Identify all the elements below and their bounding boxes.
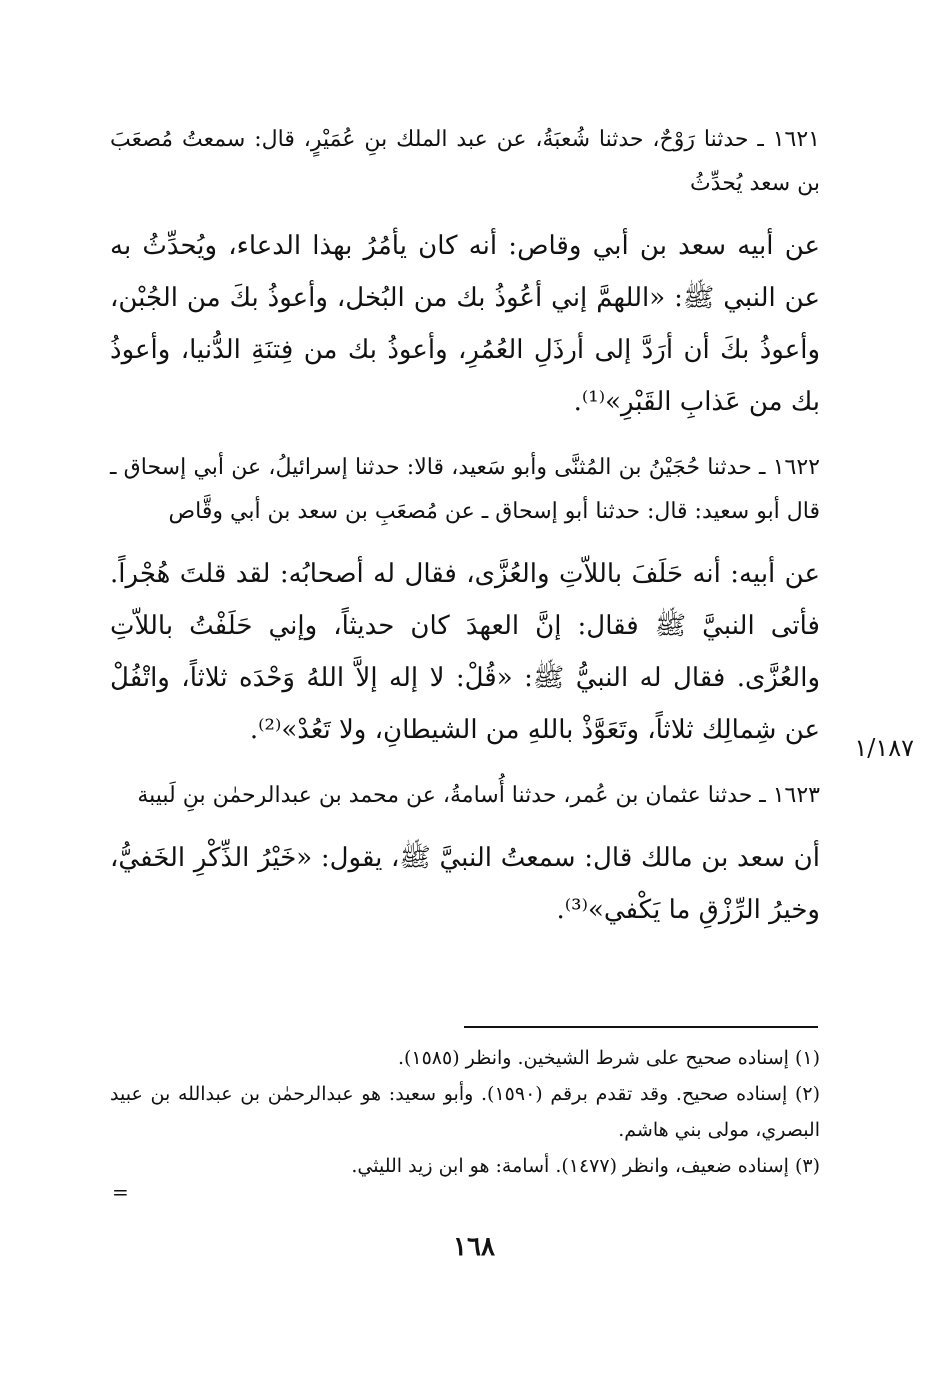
main-text: [110, 118, 820, 954]
hadith-1622-matn: عن أبيه: أنه حَلَفَ باللاّتِ والعُزَّى، فقال له أصحابُه: لقد قلتَ هُجْراً. فأتى النبيَّ ﷺ فقال: إنَّ العهدَ كان حديثاً، وإني حَلَفْتُ باللاّتِ والعُزَّى. فقال له النبيُّ ﷺ: «قُلْ: لا إله إلاَّ اللهُ وَحْدَه ثلاثاً، واتْفُلْ عن شِمالِك ثلاثاً، وتَعَوَّذْ باللهِ من الشيطانِ، ولا تَعُدْ»⁽²⁾.: [110, 559, 820, 745]
continuation-mark: =: [112, 1180, 129, 1204]
hadith-1621-matn: عن أبيه سعد بن أبي وقاص: أنه كان يأمُرُ بهذا الدعاء، ويُحدِّثُ به عن النبي ﷺ: «اللهمَّ إني أعُوذُ بك من البُخل، وأعوذُ بكَ من الجُبْن، وأعوذُ بكَ أن أرَدَّ إلى أرذَلِ العُمُرِ، وأعوذُ بك من فِتنَةِ الدُّنيا، وأعوذُ بك من عَذابِ القَبْرِ»⁽¹⁾.: [110, 231, 820, 417]
hadith-1623-isnad: ١٦٢٣ ـ حدثنا عثمان بن عُمر، حدثنا أُسامةُ، عن محمد بن عبدالرحمٰن بنِ لَبيبة: [137, 783, 820, 808]
footnote-3: (٣) إسناده ضعيف، وانظر (١٤٧٧). أسامة: هو ابن زيد الليثي.: [351, 1155, 820, 1177]
footnote-2: (٢) إسناده صحيح. وقد تقدم برقم (١٥٩٠). وأبو سعيد: هو عبدالرحمٰن بن عبدالله بن عبيد البصري، مولى بني هاشم.: [110, 1083, 820, 1141]
footnotes: [110, 1040, 820, 1184]
hadith-1623-matn: أن سعد بن مالك قال: سمعتُ النبيَّ ﷺ، يقول: «خَيْرُ الذِّكْرِ الخَفيُّ، وخيرُ الرِّزْقِ ما يَكْفي»⁽³⁾.: [110, 843, 820, 925]
margin-volume-page-reference: ١/١٨٧: [854, 734, 914, 762]
footnote-1: (١) إسناده صحيح على شرط الشيخين. وانظر (١٥٨٥).: [397, 1047, 820, 1069]
footnote-separator: [464, 1026, 818, 1028]
hadith-1622-isnad: ١٦٢٢ ـ حدثنا حُجَيْنُ بن المُثنَّى وأبو سَعيد، قالا: حدثنا إسرائيلُ، عن أبي إسحاق ـ قال أبو سعيد: قال: حدثنا أبو إسحاق ـ عن مُصعَبِ بن سعد بن أبي وقَّاص: [110, 455, 820, 524]
page-number: ١٦٨: [453, 1232, 495, 1262]
hadith-1621-isnad: ١٦٢١ ـ حدثنا رَوْحٌ، حدثنا شُعبَةُ، عن عبد الملك بنِ عُمَيْرٍ، قال: سمعتُ مُصعَبَ بن سعد يُحدِّثُ: [110, 127, 820, 196]
